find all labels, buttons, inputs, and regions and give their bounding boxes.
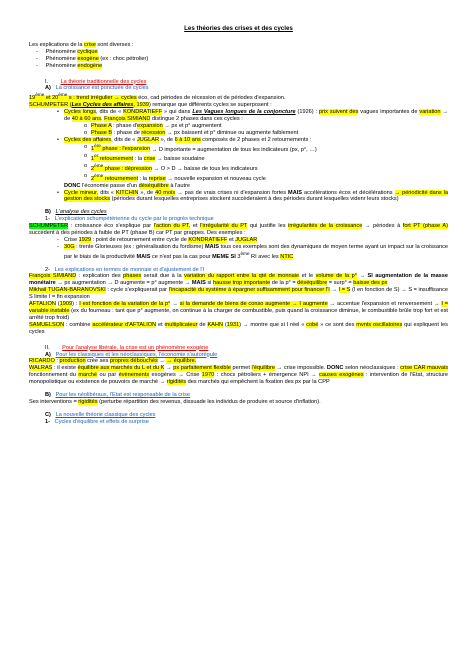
highlight: Cycle mineur xyxy=(64,189,97,196)
text: MAIS xyxy=(288,189,303,196)
text: 19 xyxy=(29,95,36,102)
text: phase : l'expansion xyxy=(100,146,151,153)
subsection-label: Les explications en termes de monnaie et d'ajustement de l'I xyxy=(54,266,205,273)
subsection-number: A) xyxy=(45,85,51,92)
text: 2 xyxy=(91,165,95,172)
section-2C-heading xyxy=(29,412,448,419)
text: succèdent à des périodes à faible de PT (phase B) car PT par grappes. Des exemples : xyxy=(29,230,246,237)
intro-item-3: - Phénomène endogène xyxy=(36,62,103,69)
text: → baisse soudaine xyxy=(155,156,205,163)
text: des marchés qui empêchent la fixation des px par la CPP xyxy=(186,379,330,386)
section-1B-heading xyxy=(29,209,448,216)
text: (I en fonction de S) → S = insuffisance S limite I = fin expansion xyxy=(29,287,448,301)
highlight: RICARDO xyxy=(29,358,55,365)
text: (perturbe répartition des revenus, dissuade les individus de produire et source d'inflation). xyxy=(97,398,321,405)
text: → px augmentation → D augmente = p° augmente → xyxy=(55,280,192,287)
highlight: François SIMIAND xyxy=(104,115,151,122)
paragraph-donc xyxy=(29,183,448,190)
highlight xyxy=(91,153,134,163)
text: crée ses xyxy=(85,358,110,365)
section-1B1-heading xyxy=(29,216,448,223)
text: Phénomène xyxy=(45,48,78,55)
section-2-heading xyxy=(29,345,448,352)
text: → px et p° augmentent xyxy=(162,122,222,129)
text: MAIS xyxy=(204,243,219,250)
text: serait due à la xyxy=(141,273,185,280)
text: Les Cycles des affaires xyxy=(71,102,134,109)
highlight: cobé xyxy=(306,321,319,328)
text: selon néoclassiques : xyxy=(343,365,401,372)
text: , et xyxy=(188,223,201,230)
text: accélérations écos et décélérations xyxy=(302,189,395,196)
paragraph-trend xyxy=(29,92,448,102)
text: qui justifie les xyxy=(247,223,289,230)
intro-item-1: - Phénomène cyclique xyxy=(36,48,98,55)
highlight: I est fonction de la variation de la p° xyxy=(79,301,171,308)
highlight: production xyxy=(59,358,86,365)
highlight: équilibre aux marchés du L et du K xyxy=(77,365,165,372)
subsection-number: 2- xyxy=(45,266,50,273)
text: et xyxy=(156,321,165,328)
highlight: l'action du PT xyxy=(153,223,189,230)
section-1A-heading xyxy=(29,85,448,92)
highlight: marché xyxy=(78,372,98,379)
highlight xyxy=(68,102,149,108)
highlight: multiplicateur xyxy=(164,321,198,328)
highlight: reprise xyxy=(148,175,166,182)
text: : point de retournement entre cycle de xyxy=(91,236,189,243)
text: » ce sont des xyxy=(318,321,357,328)
text: retournement xyxy=(98,156,134,163)
subsection-number: 1- xyxy=(45,216,50,223)
highlight: crise CAR mauvais xyxy=(400,365,449,372)
text: si xyxy=(205,280,213,287)
text: Ses interventions = xyxy=(29,398,79,405)
list-item-juglar-3 xyxy=(29,163,448,173)
highlight: 1931 xyxy=(226,321,240,328)
highlight xyxy=(29,92,114,102)
highlight: JUGLAR xyxy=(136,136,160,143)
sup: ème xyxy=(240,250,250,256)
text: tous ces exemples sont des dynamiques de moyen terme ayant un impact sur la croissance par le biais de la productivité xyxy=(64,243,448,260)
highlight: Phase B xyxy=(91,129,113,136)
text: = surp° = xyxy=(327,280,354,287)
list-item-phase-b xyxy=(29,130,448,137)
highlight: causes exogènes xyxy=(319,372,364,379)
text: », de xyxy=(159,136,175,143)
subsection-number: C) xyxy=(45,411,51,418)
text: ou par xyxy=(97,372,119,379)
text: → de xyxy=(64,109,449,122)
text: 2 xyxy=(91,175,95,182)
highlight: volume de la p° xyxy=(315,273,357,280)
subsection-number: A) xyxy=(45,351,51,358)
highlight: exogène xyxy=(77,55,99,62)
text: ( xyxy=(68,102,72,109)
text: exogènes → xyxy=(149,372,187,379)
text: (1926) : xyxy=(295,109,319,116)
text: sont diverses : xyxy=(95,41,134,48)
highlight: 1970 xyxy=(201,372,215,379)
intro-lead xyxy=(29,42,448,49)
text: vagues importantes de xyxy=(358,109,420,116)
highlight xyxy=(91,163,153,172)
text: , 1939 xyxy=(133,102,149,109)
highlight: récession xyxy=(141,129,166,136)
section-1-heading xyxy=(29,79,448,86)
text: ce n'est pas la cas pour xyxy=(150,253,213,260)
text: et xyxy=(227,236,236,243)
intro-item-2: - Phénomène exogène (ex : choc pétrolier) xyxy=(36,55,149,62)
text: à l'autre xyxy=(168,182,191,189)
highlight: baisse des px xyxy=(353,280,388,287)
sup: ème xyxy=(35,92,45,98)
highlight: WALRAS xyxy=(29,365,53,372)
text: ( xyxy=(223,321,227,328)
text: → xyxy=(327,301,338,308)
highlight xyxy=(91,172,139,182)
section-2A-heading xyxy=(29,352,448,359)
section-label: Pour l'analyse libérale, la crise est un phénomène exogène xyxy=(62,344,209,351)
highlight: hausse trop importante xyxy=(212,280,271,287)
text: 1 xyxy=(91,156,95,163)
text: de xyxy=(197,321,208,328)
text: → D importante = augmentation de tous les indicateurs (px, p°, …) xyxy=(150,146,317,153)
text: (ex : choc pétrolier) xyxy=(98,55,149,62)
highlight: SCHUMPETER xyxy=(29,102,69,109)
text: : xyxy=(54,358,60,365)
subsection-number: 1- xyxy=(45,418,50,425)
text: » qui dans xyxy=(162,109,193,116)
highlight: I = S xyxy=(338,287,351,294)
highlight: 40 mois xyxy=(155,189,176,196)
text: ) → montre que si I réel « xyxy=(239,321,307,328)
text: : il existe xyxy=(52,365,78,372)
text: distingue 2 phases dans ces cycles : xyxy=(150,115,243,122)
text: (périodes durant lesquelles entreprises stockent succèderaient à des périodes durant lesquelles videnr leurs stocks) xyxy=(110,196,399,203)
highlight: px parfaitement flexible xyxy=(173,365,231,372)
text: : la xyxy=(133,156,144,163)
section-number: II. xyxy=(45,344,50,351)
highlight: crise xyxy=(143,156,156,163)
text: Crise xyxy=(186,372,202,379)
text: SI augmentation de la masse monétaire xyxy=(29,273,449,287)
highlight: François SIMIAND xyxy=(29,273,77,280)
sup: er xyxy=(94,153,99,159)
paragraph-schumpeter xyxy=(29,102,448,109)
highlight: KAHN xyxy=(207,321,223,328)
highlight: KONDRATIEFF xyxy=(188,236,228,243)
subsection-label: Pour les classiques et les néoclassiques, l'économie s'autorégule xyxy=(55,351,218,358)
highlight xyxy=(91,143,151,153)
text: fonctionnement du xyxy=(29,372,79,379)
highlight: irrégularités de la croissance xyxy=(288,223,363,230)
subsection-label: L'analyse des cycles xyxy=(55,209,107,216)
text: → xyxy=(356,273,368,280)
text: : trente Glorieuses (ex : généralisation du fordisme) xyxy=(74,243,205,250)
paragraph-schumpeter-pt xyxy=(29,223,448,237)
highlight: expansion xyxy=(137,122,163,129)
highlight: 1929 xyxy=(78,236,92,243)
paragraph-simiand xyxy=(29,273,448,287)
highlight: → équilibre. xyxy=(166,358,197,365)
subsection-label: L'explication schumpétérienne du cycle par le progrès technique xyxy=(54,216,214,223)
text: 1 xyxy=(91,146,95,153)
text: l'économie passe d'un xyxy=(80,182,139,189)
text: MAIS xyxy=(136,253,151,260)
sup: ère xyxy=(94,143,101,149)
text: : intervention de l'Etat, structure monopolistique ou existence de pouvoirs de marché → xyxy=(29,372,448,386)
text: : chocs pétroliers + émergence NPI → xyxy=(214,372,320,379)
section-label: La théorie traditionnelle des cycles xyxy=(60,78,147,85)
highlight: I = variable instable xyxy=(29,301,449,314)
text: → pas de vrais crises ni d'expansion fortes xyxy=(175,189,289,196)
text: ) remarque que différents cycles se superposent : xyxy=(148,102,272,109)
subsection-label: Pour les néolibéraux, l'Etat est responsable de la crise xyxy=(55,392,191,399)
text: Les Vagues longues de la conjoncture xyxy=(192,109,296,116)
subsection-label: Cycles d'équilibre et effets de surprise xyxy=(54,418,149,425)
subsection-number: B) xyxy=(45,209,51,216)
highlight: KONDRATIEFF xyxy=(123,109,163,116)
text: 3 xyxy=(235,253,241,260)
list-item-juglar-2 xyxy=(29,153,448,163)
text: qui expliquent les cycles xyxy=(29,321,448,335)
text: : phase de xyxy=(112,129,142,136)
text: de la p° = xyxy=(270,280,298,287)
text: éco, cad périodes de récession et de périodes d'expansion. xyxy=(136,95,286,102)
highlight: Mikhail TUGAN-BARANOVSKI xyxy=(29,287,106,294)
highlight: SCHUMPETER xyxy=(29,223,69,230)
text: → O > D → baisse de tous les indicateurs xyxy=(152,165,258,172)
list-item-phase-a xyxy=(29,123,448,130)
highlight: mvnts oscillatoires xyxy=(356,321,403,328)
highlight: NTIC xyxy=(280,253,294,260)
section-2B-heading xyxy=(29,392,448,399)
text: : cycle s'expliquerait par xyxy=(105,287,169,294)
highlight: → périodicité dans la gestion des stocks xyxy=(64,189,448,203)
paragraph-neoliberal xyxy=(29,399,448,406)
paragraph-tugan xyxy=(29,287,448,301)
text: : croissance éco s'explique par xyxy=(68,223,154,230)
highlight: variation du rapport entre la qté de monnaie xyxy=(184,273,300,280)
list-item-30g xyxy=(29,244,448,261)
highlight: accélérateur d'AFTALION xyxy=(92,321,157,328)
text: composés de 2 phases et 2 retournements : xyxy=(200,136,312,143)
list-item-juglar-4 xyxy=(29,173,448,183)
text: ) : xyxy=(72,301,80,308)
text: retournement xyxy=(103,175,139,182)
highlight: si la demande de biens de conso augmente → I augmente xyxy=(179,301,328,308)
text: → périodes à xyxy=(362,223,403,230)
text: MEME SI xyxy=(212,253,236,260)
text: : explication des xyxy=(76,273,124,280)
subsection-label: La nouvelle théorie classique des cycles xyxy=(55,411,156,418)
text: → xyxy=(170,301,180,308)
highlight: SAMUELSON xyxy=(29,321,65,328)
list-item-kondratieff xyxy=(29,109,448,123)
highlight: crise xyxy=(84,41,96,48)
highlight: → cycles xyxy=(114,95,137,102)
subsection-number: B) xyxy=(45,392,51,399)
text: Phénomène xyxy=(45,62,78,69)
paragraph-samuelson xyxy=(29,322,448,336)
highlight: 6 à 10 ans xyxy=(174,136,201,143)
highlight: phases xyxy=(123,273,142,280)
highlight: déséquilibre xyxy=(297,280,328,287)
text: → xyxy=(157,358,167,365)
list-item-crise-1929 xyxy=(29,237,448,244)
list-item-juglar-1 xyxy=(29,144,448,154)
section-1B2-heading xyxy=(29,267,448,274)
text: , dits « xyxy=(96,189,116,196)
highlight: 30G xyxy=(64,243,75,250)
paragraph-walras xyxy=(29,365,448,386)
text: RI avec les xyxy=(249,253,281,260)
text: Les explications de la xyxy=(29,41,85,48)
highlight: 40 à 60 ans xyxy=(71,115,102,122)
sup: ème xyxy=(94,172,104,178)
highlight: AFTALION xyxy=(29,301,56,308)
highlight: Cycles des affaires xyxy=(64,136,112,143)
highlight: Cycles longs xyxy=(64,109,97,116)
highlight: Phase A xyxy=(91,122,112,129)
text: et 20 xyxy=(44,95,59,102)
list-item-kitchin xyxy=(29,190,448,204)
text: permet xyxy=(230,365,252,372)
highlight: propres débouchés xyxy=(109,358,158,365)
text: → crise impossible. xyxy=(275,365,327,372)
subsection-label: La croissance est ponctuée de cycles xyxy=(55,85,149,92)
text: et le xyxy=(299,273,316,280)
highlight: déséquilibre xyxy=(138,182,169,189)
section-number: I. xyxy=(45,78,49,85)
text: ( xyxy=(55,301,60,308)
page-title: Les théories des crises et des cycles xyxy=(184,25,293,32)
list-item-juglar xyxy=(29,137,448,144)
text: s : trend irrégulier xyxy=(67,95,114,102)
paragraph-ricardo xyxy=(29,358,448,365)
highlight: 1909 xyxy=(59,301,73,308)
text: : phase d' xyxy=(111,122,138,129)
text: → px baissent et p° diminue ou augmente faiblement xyxy=(165,129,299,136)
section-2C1-heading xyxy=(29,419,448,426)
highlight: l'incapacité du système à épargner suffisamment pour financer l'I xyxy=(168,287,330,294)
highlight: fort PT (phase A) xyxy=(402,223,448,230)
text: Phénomène xyxy=(45,55,78,62)
text: → xyxy=(329,287,339,294)
highlight: l'équilibre xyxy=(251,365,276,372)
text: → nouvelle expansion et nouveau cycle xyxy=(165,175,266,182)
text: : la xyxy=(138,175,149,182)
highlight: variation xyxy=(419,109,441,116)
text: : combine xyxy=(64,321,93,328)
text: DONC xyxy=(64,182,81,189)
text: DONC xyxy=(326,365,344,372)
paragraph-aftalion xyxy=(29,301,448,322)
text: phase : dépression xyxy=(103,165,153,172)
text: Crise xyxy=(64,236,79,243)
text: → xyxy=(164,365,174,372)
highlight: KITCHIN xyxy=(115,189,139,196)
sup: ème xyxy=(94,163,104,169)
text: (ex du fourneau : tant que p° augmente, on continue à la charger de combustible, puis quand la croissance diminue, le combustible brûle trop fort et est arrêté trop froid) xyxy=(29,307,448,321)
highlight: l'irrégularité du PT xyxy=(200,223,248,230)
highlight: rigidités xyxy=(166,379,187,386)
text: MAIS xyxy=(191,280,206,287)
text: , dits de « xyxy=(96,109,124,116)
highlight: rigidités xyxy=(78,398,98,405)
highlight: cyclique xyxy=(77,48,98,55)
text: accentue l'expansion et renversement → xyxy=(337,301,442,308)
sup: ème xyxy=(58,92,68,98)
highlight: endogène xyxy=(77,62,103,69)
highlight: évènements xyxy=(118,372,150,379)
text: . xyxy=(101,115,105,122)
text: », de xyxy=(138,189,156,196)
highlight: JUGLAR xyxy=(235,236,258,243)
text: , dits de « xyxy=(111,136,137,143)
highlight: prix suivent des xyxy=(318,109,359,116)
